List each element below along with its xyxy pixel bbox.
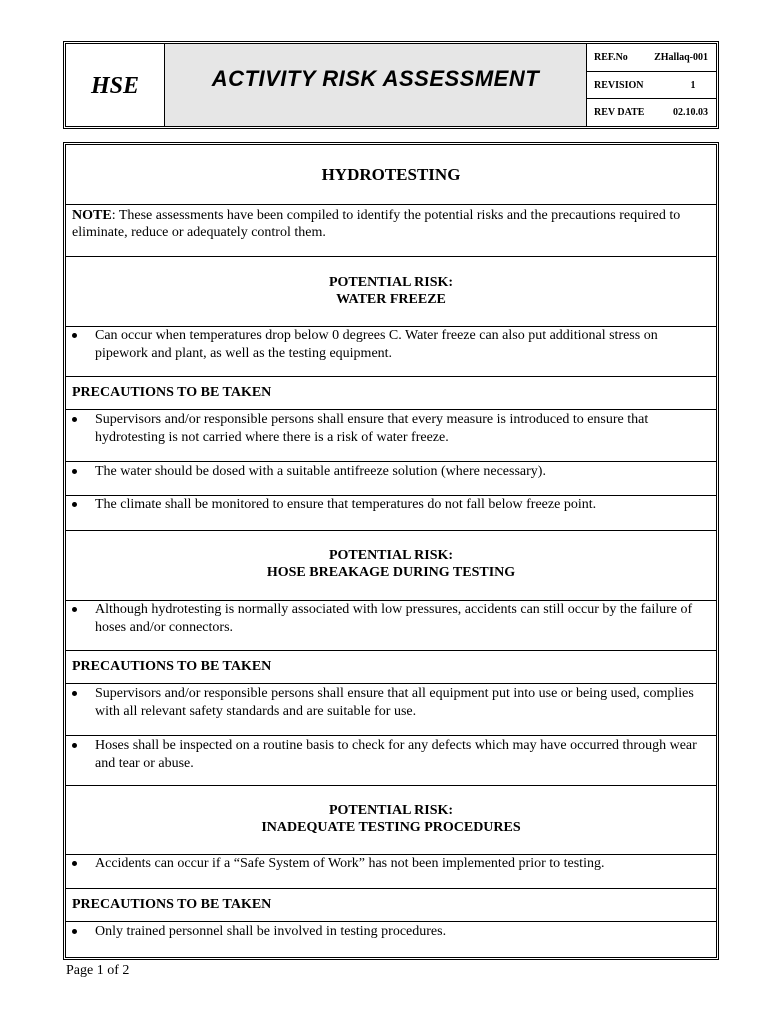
bullet-icon xyxy=(72,333,77,338)
meta-rev-date xyxy=(587,99,716,126)
note-text: : These assessments have been compiled to identify the potential risks and the precautions required to eliminate, reduce or adequately control them. xyxy=(72,208,681,240)
risk-name: WATER FREEZE xyxy=(336,292,446,307)
risk-label: POTENTIAL RISK: xyxy=(328,803,454,818)
risk-heading xyxy=(66,531,716,601)
precaution-text: Supervisors and/or responsible persons shall ensure that every measure is introduced to ensure that hydrotesting is not carried where there is a risk of water freeze. xyxy=(95,412,649,445)
risk-heading xyxy=(66,257,716,327)
risk-item xyxy=(66,601,716,651)
bullet-icon xyxy=(72,691,77,696)
bullet-icon xyxy=(72,469,77,474)
meta-label: REV DATE xyxy=(594,107,645,119)
precaution-text: The water should be dosed with a suitable antifreeze solution (where necessary). xyxy=(95,464,546,479)
risk-text: Can occur when temperatures drop below 0 degrees C. Water freeze can also put additional stress on pipework and plant, as well as the testing equipment. xyxy=(95,328,658,361)
bullet-icon xyxy=(72,502,77,507)
bullet-icon xyxy=(72,929,77,934)
risk-label: POTENTIAL RISK: xyxy=(328,275,454,290)
risk-item xyxy=(66,327,716,377)
risk-label: POTENTIAL RISK: xyxy=(328,548,454,563)
hse-label: HSE xyxy=(66,44,165,126)
risk-text: Accidents can occur if a “Safe System of Work” has not been implemented prior to testing. xyxy=(95,856,605,871)
risk-name: HOSE BREAKAGE DURING TESTING xyxy=(266,565,516,580)
precaution-text: Supervisors and/or responsible persons shall ensure that all equipment put into use or being used, complies with all relevant safety standards and are suitable for use. xyxy=(95,686,694,719)
assessment-table xyxy=(65,144,717,958)
bullet-icon xyxy=(72,607,77,612)
precautions-heading: PRECAUTIONS TO BE TAKEN xyxy=(66,377,716,410)
meta-label: REVISION xyxy=(594,79,644,91)
risk-name: INADEQUATE TESTING PROCEDURES xyxy=(261,820,521,835)
meta-revision xyxy=(587,72,716,100)
document-meta xyxy=(587,44,716,126)
bullet-icon xyxy=(72,417,77,422)
risk-heading xyxy=(66,786,716,855)
precaution-item xyxy=(66,922,716,957)
meta-label: REF.No xyxy=(594,51,628,63)
precaution-text: The climate shall be monitored to ensure that temperatures do not fall below freeze point. xyxy=(95,497,597,512)
precaution-item xyxy=(66,736,716,786)
meta-value: 1 xyxy=(690,79,696,91)
meta-value: ZHallaq-001 xyxy=(654,51,708,63)
meta-value: 02.10.03 xyxy=(673,107,708,119)
document-title: ACTIVITY RISK ASSESSMENT xyxy=(165,44,587,126)
precaution-item xyxy=(66,462,716,496)
risk-text: Although hydrotesting is normally associated with low pressures, accidents can still occur by the failure of hoses and/or connectors. xyxy=(95,602,693,635)
precaution-text: Only trained personnel shall be involved in testing procedures. xyxy=(95,924,447,939)
precaution-item xyxy=(66,684,716,736)
assessment-title: HYDROTESTING xyxy=(66,145,716,205)
bullet-icon xyxy=(72,861,77,866)
note-row xyxy=(66,205,716,257)
note-label: NOTE xyxy=(72,208,112,223)
bullet-icon xyxy=(72,743,77,748)
risk-item xyxy=(66,855,716,889)
document-header xyxy=(65,43,717,127)
precautions-heading: PRECAUTIONS TO BE TAKEN xyxy=(66,651,716,684)
meta-ref xyxy=(587,44,716,72)
precautions-heading: PRECAUTIONS TO BE TAKEN xyxy=(66,889,716,922)
precaution-text: Hoses shall be inspected on a routine basis to check for any defects which may have occurred through wear and tear or abuse. xyxy=(95,738,697,771)
precaution-item xyxy=(66,496,716,531)
page-number: Page 1 of 2 xyxy=(66,963,130,978)
precaution-item xyxy=(66,410,716,462)
